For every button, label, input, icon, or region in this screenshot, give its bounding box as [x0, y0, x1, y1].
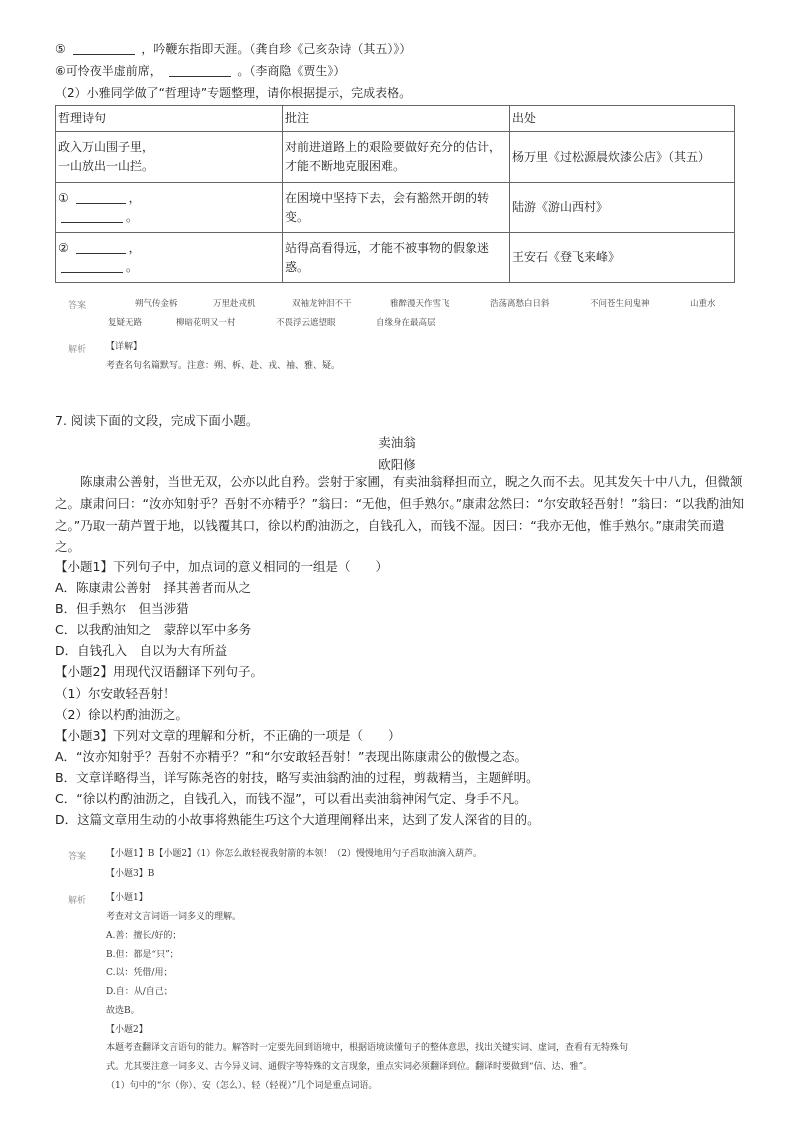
option-a[interactable]: A．“汝亦知射乎？吾射不亦精乎？”和“尔安敢轻吾射！”表现出陈康肃公的傲慢之态。 [55, 749, 527, 764]
option-a[interactable]: A．陈康肃公善射 择其善者而从之 [55, 580, 252, 595]
sub-question-2: 【小题2】用现代汉语翻译下列句子。 [55, 664, 263, 679]
option-b[interactable]: B．但手熟尔 但当涉猎 [55, 601, 189, 616]
poem-line [58, 239, 280, 258]
header-cell: 出处 [510, 106, 735, 132]
option-d[interactable]: D．这篇文章用生动的小故事将熟能生巧这个大道理阐释出来，达到了发人深省的目的。 [55, 812, 540, 827]
answer-item: 浩荡离愁白日斜 [490, 299, 550, 309]
answer-item: 柳暗花明又一村 [176, 318, 236, 328]
answer-line: 【小题1】B【小题2】（1）你怎么敢轻视我射箭的本领！（2）慢慢地用勺子舀取油滴入葫芦。 [106, 849, 483, 859]
answer-blank[interactable] [61, 210, 123, 223]
table-row [56, 132, 735, 183]
answer-item: 朔气传金柝 [135, 299, 178, 309]
answer-blank[interactable] [169, 64, 231, 77]
note-line: 站得高看得远，才能不被事物的假象迷 [285, 240, 490, 255]
answer-blank[interactable] [76, 191, 126, 204]
answer-item: 不畏浮云遮望眼 [276, 318, 336, 328]
note-line: 对前进道路上的艰险要做好充分的估计， [285, 140, 502, 154]
sub-question-1: 【小题1】下列句子中，加点词的意义相同的一组是（ ） [55, 559, 388, 574]
answer-item: 万里赴戎机 [213, 299, 256, 309]
explain-label: 解析 [68, 345, 87, 355]
note-line: 变。 [285, 209, 310, 224]
punctuation: ， [128, 240, 141, 255]
answer-blank[interactable] [76, 241, 126, 254]
explain-tag: 【详解】 [106, 342, 143, 352]
poem-line: 一山放出一山拦。 [58, 159, 155, 173]
answer-item: 双袖龙钟泪不干 [292, 299, 352, 309]
answer-item: 自缘身在最高层 [376, 318, 436, 328]
poem-cell [56, 233, 283, 283]
explain-text: 考查名句名篇默写。注意：朔、柝、赴、戎、袖、雅、疑。 [106, 361, 341, 371]
header-cell: 批注 [283, 106, 510, 132]
answer-label: 答案 [68, 852, 87, 862]
header-cell: 哲理诗句 [56, 106, 283, 132]
line-text: ，吟鞭东指即天涯。（龚自珍《己亥杂诗（其五）》） [141, 42, 412, 56]
item-number: ⑤ [55, 42, 66, 56]
answer-item: 雅醉漫天作雪飞 [390, 299, 450, 309]
note-cell [283, 132, 510, 183]
poem-line [58, 208, 280, 227]
note-cell [283, 183, 510, 233]
sub-question-3: 【小题3】下列对文章的理解和分析，不正确的一项是（ ） [55, 728, 401, 743]
question-2-intro: （2）小雅同学做了“哲理诗”专题整理，请你根据提示，完成表格。 [55, 86, 412, 100]
passage-author: 欧阳修 [378, 457, 416, 472]
line-tail: 。（李商隐《贾生》） [237, 64, 346, 78]
option-b[interactable]: B．文章详略得当，详写陈尧咨的射技，略写卖油翁酌油的过程，剪裁精当，主题鲜明。 [55, 770, 539, 785]
explain-line: A.善：擅长/好的； [106, 931, 182, 941]
poem-cell [56, 183, 283, 233]
translate-item-1: （1）尔安敢轻吾射！ [55, 686, 176, 701]
explain-line: C.以：凭借/用； [106, 968, 173, 978]
explain-line: 式。尤其要注意一词多义、古今异义词、通假字等特殊的文言现象，重点实词必须翻译到位。翻译时要做到“信、达、雅”。 [106, 1062, 593, 1072]
explain-line: 故选B。 [106, 1006, 140, 1016]
table-header-row [56, 106, 735, 132]
note-line: 惑。 [285, 259, 310, 274]
fill-line-6 [55, 62, 345, 80]
source-cell: 王安石《登飞来峰》 [510, 233, 735, 283]
passage-paragraph-2: 康肃问曰：“汝亦知射乎？吾射不亦精乎？”翁曰：“无他，但手熟尔。”康肃忿然曰：“尔安敢轻吾射！”翁曰：“以我酌油知之。”乃取一葫芦置于地，以钱覆其口，徐以杓酌油沥之，自钱孔入，而钱不湿。因曰：“我亦无他，惟手熟尔。”康肃笑而遣之。 [55, 496, 745, 554]
source-cell: 杨万里《过松源晨炊漆公店》（其五） [510, 132, 735, 183]
philosophy-poem-table [55, 105, 735, 283]
passage-paragraph-1: 陈康肃公善射，当世无双，公亦以此自矜。尝射于家圃，有卖油翁释担而立，睨之久而不去。见其发矢十中八九，但微颔之。 [55, 474, 743, 511]
table-row [56, 233, 735, 283]
answer-line: 【小题3】B [106, 869, 155, 879]
punctuation: 。 [126, 259, 139, 274]
punctuation: ， [128, 190, 141, 205]
option-c[interactable]: C．以我酌油知之 蒙辞以军中多务 [55, 622, 252, 637]
explain-line: 【小题2】 [106, 1025, 148, 1035]
option-c[interactable]: C．“徐以杓酌油沥之，自钱孔入，而钱不湿”，可以看出卖油翁神闲气定、身手不凡。 [55, 791, 527, 806]
answer-item: 山重水 [690, 299, 716, 309]
fill-line-5 [55, 40, 411, 58]
explain-line: 本题考查翻译文言语句的能力。解答时一定要先回到语境中，根据语境读懂句子的整体意思，找出关键实词、虚词，查看有无特殊句 [106, 1043, 629, 1053]
explain-line: 考查对文言词语一词多义的理解。 [106, 912, 242, 922]
explain-line: D.自：从/自己； [106, 987, 173, 997]
item-number: ① [58, 190, 69, 205]
item-number: ② [58, 240, 69, 255]
answer-blank[interactable] [73, 42, 135, 55]
punctuation: 。 [126, 209, 139, 224]
passage-title: 卖油翁 [378, 435, 416, 450]
line-text: ⑥可怜夜半虚前席， [55, 64, 162, 78]
poem-line: 政入万山围子里， [58, 140, 155, 154]
explain-line: 【小题1】 [106, 893, 148, 903]
answer-item: 复疑无路 [108, 318, 143, 328]
question-7-intro: 7. 阅读下面的文段，完成下面小题。 [55, 413, 259, 428]
poem-line [58, 189, 280, 208]
note-cell [283, 233, 510, 283]
explain-line: B.但：都是“只”； [106, 950, 179, 960]
table-row [56, 183, 735, 233]
poem-line [58, 258, 280, 277]
explain-line: （1）句中的“尔（你）、安（怎么）、轻（轻视）”几个词是重点词语。 [106, 1081, 378, 1091]
note-line: 才能不断地克服困难。 [285, 159, 406, 173]
note-line: 在困境中坚持下去，会有豁然开朗的转 [285, 190, 490, 205]
explain-label: 解析 [68, 896, 87, 906]
answer-label: 答案 [68, 301, 87, 311]
poem-cell [56, 132, 283, 183]
source-cell: 陆游《游山西村》 [510, 183, 735, 233]
option-d[interactable]: D．自钱孔入 自以为大有所益 [55, 643, 228, 658]
answer-item: 不问苍生问鬼神 [590, 299, 650, 309]
answer-blank[interactable] [61, 260, 123, 273]
translate-item-2: （2）徐以杓酌油沥之。 [55, 707, 188, 722]
